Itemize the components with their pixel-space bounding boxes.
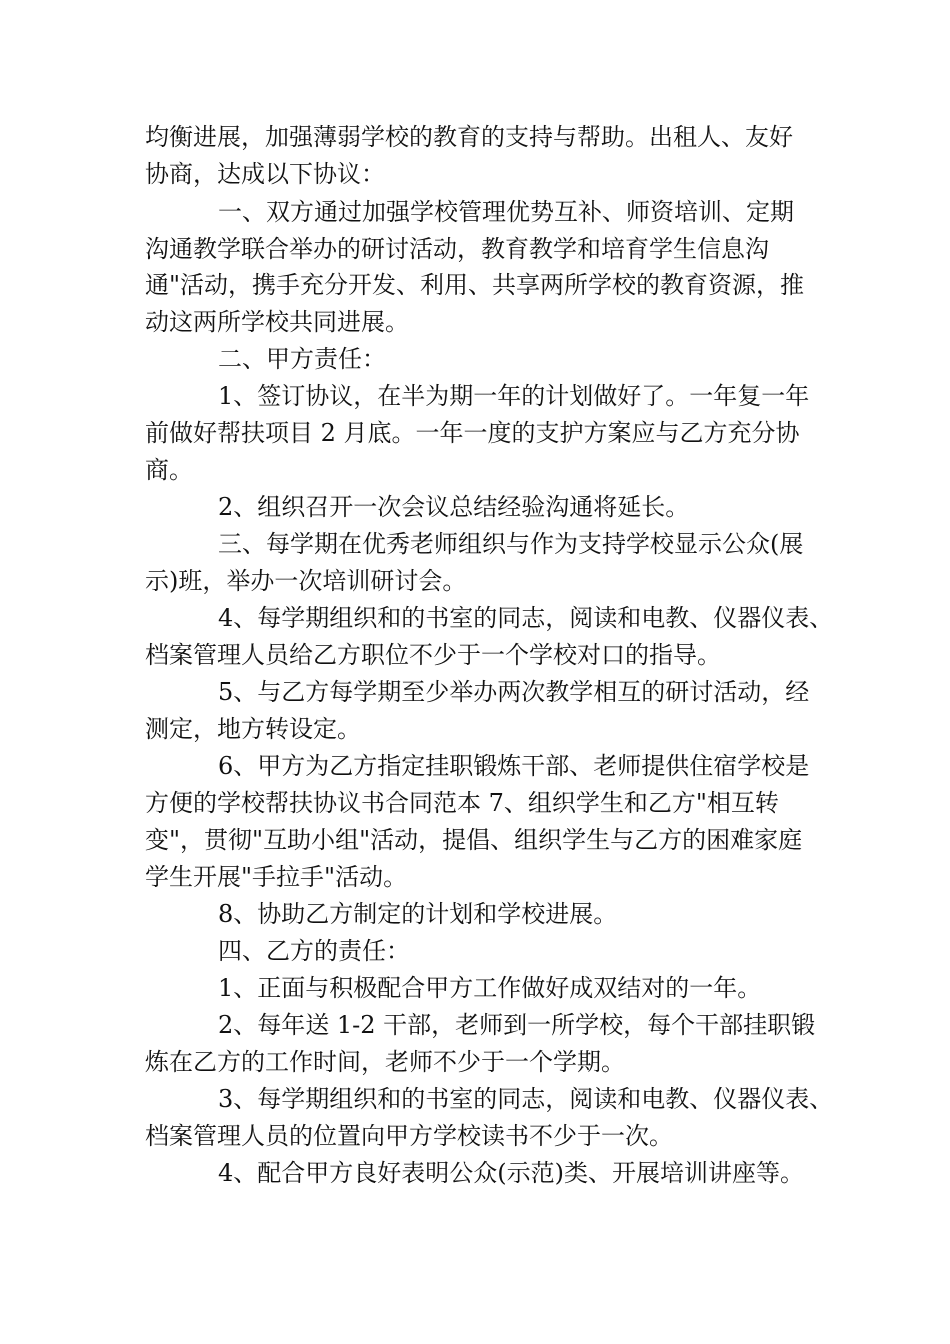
text-line: 6、甲方为乙方指定挂职锻炼干部、老师提供住宿学校是	[218, 752, 810, 780]
text-line: 变"，贯彻"互助小组"活动，提倡、组织学生与乙方的困难家庭	[145, 826, 803, 854]
text-line: 档案管理人员的位置向甲方学校读书不少于一次。	[145, 1122, 673, 1150]
text-line: 动这两所学校共同进展。	[145, 308, 409, 336]
text-line: 3、每学期组织和的书室的同志，阅读和电教、仪器仪表、	[218, 1085, 834, 1113]
text-line: 通"活动，携手充分开发、利用、共享两所学校的教育资源，推	[145, 271, 805, 299]
text-line: 商。	[145, 456, 193, 484]
text-line: 5、与乙方每学期至少举办两次教学相互的研讨活动，经	[218, 678, 810, 706]
text-line: 四、乙方的责任：	[218, 937, 410, 965]
text-line: 协商，达成以下协议：	[145, 160, 385, 188]
text-line: 二、甲方责任：	[218, 345, 386, 373]
text-line: 测定，地方转设定。	[145, 715, 361, 743]
text-line: 三、每学期在优秀老师组织与作为支持学校显示公众(展	[218, 530, 804, 558]
text-line: 沟通教学联合举办的研讨活动，教育教学和培育学生信息沟	[145, 235, 769, 263]
text-line: 一、双方通过加强学校管理优势互补、师资培训、定期	[218, 198, 794, 226]
text-line: 4、每学期组织和的书室的同志，阅读和电教、仪器仪表、	[218, 604, 834, 632]
text-line: 学生开展"手拉手"活动。	[145, 863, 408, 891]
text-line: 示)班，举办一次培训研讨会。	[145, 567, 467, 595]
text-line: 档案管理人员给乙方职位不少于一个学校对口的指导。	[145, 641, 721, 669]
text-line: 2、每年送 1-2 干部，老师到一所学校，每个干部挂职锻	[218, 1011, 816, 1039]
text-line: 方便的学校帮扶协议书合同范本 7、组织学生和乙方"相互转	[145, 789, 779, 817]
text-line: 4、配合甲方良好表明公众(示范)类、开展培训讲座等。	[218, 1159, 804, 1187]
text-line: 1、签订协议，在半为期一年的计划做好了。一年复一年	[218, 382, 810, 410]
text-line: 前做好帮扶项目 2 月底。一年一度的支护方案应与乙方充分协	[145, 419, 800, 447]
text-line: 均衡进展，加强薄弱学校的教育的支持与帮助。出租人、友好	[145, 123, 793, 151]
text-line: 2、组织召开一次会议总结经验沟通将延长。	[218, 493, 690, 521]
text-line: 8、协助乙方制定的计划和学校进展。	[218, 900, 618, 928]
text-line: 1、正面与积极配合甲方工作做好成双结对的一年。	[218, 974, 762, 1002]
text-line: 炼在乙方的工作时间，老师不少于一个学期。	[145, 1048, 625, 1076]
